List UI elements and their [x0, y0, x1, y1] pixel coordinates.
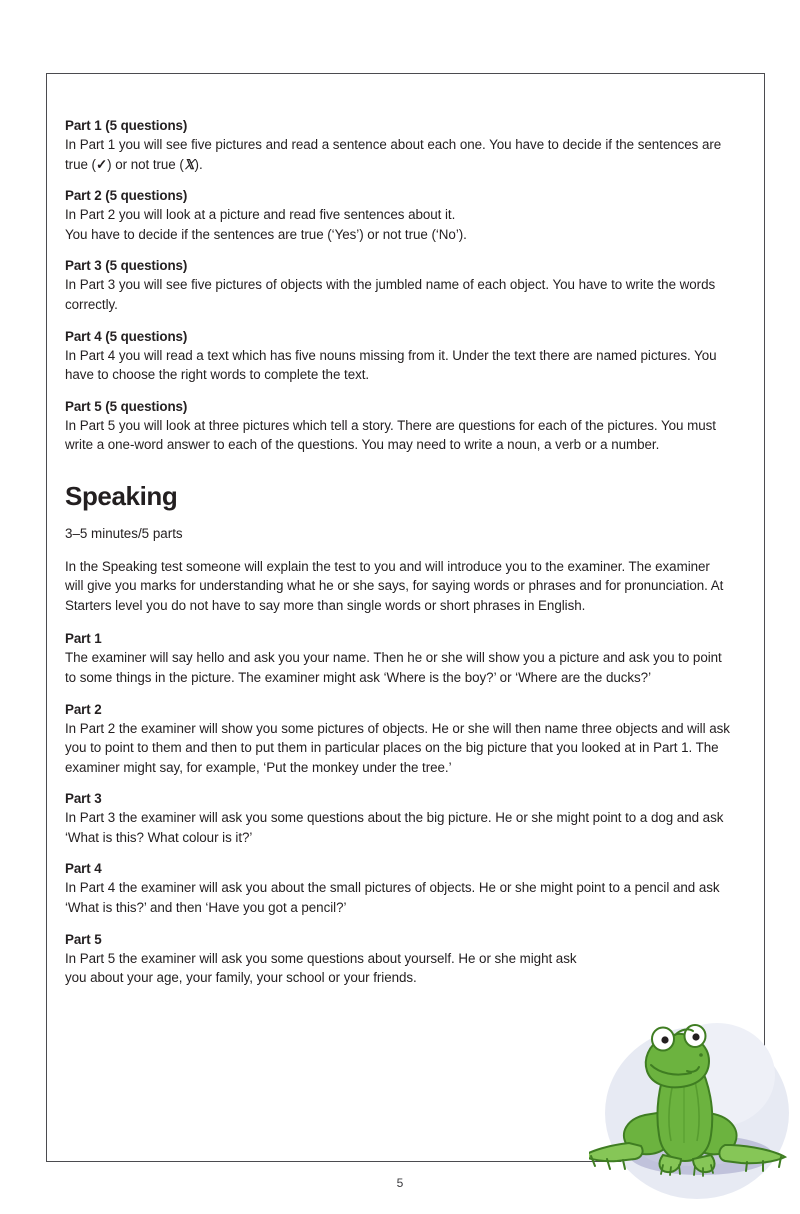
part-body: In Part 3 the examiner will ask you some questions about the big picture. He or she might point to a dog and ask ‘What is this? What colour is it?’ — [65, 810, 724, 845]
speaking-section-title: Speaking — [65, 480, 178, 511]
page-number: 5 — [396, 1176, 404, 1190]
speaking-intro: In the Speaking test someone will explain the test to you and will introduce you to the examiner. The examiner will give you marks for understanding what he or she says, for saying words or phrases and for pronunciation. At Starters level you do not have to say more than single words or short phrases in English. — [65, 558, 724, 613]
part-body: In Part 2 the examiner will show you some pictures of objects. He or she will then name three objects and will ask you to point to them and then to put them in particular places on the big picture that you looked at in Part 1. The examiner might say, for example, ‘Put the monkey under the tree.’ — [65, 720, 730, 775]
part-heading: Part 4 — [65, 861, 102, 877]
speaking-part-block — [65, 631, 731, 687]
page-content — [65, 118, 731, 1002]
speaking-part-block — [65, 702, 731, 778]
part-heading: Part 2 — [65, 701, 102, 717]
speaking-part-block — [65, 861, 731, 917]
speaking-part-block — [65, 932, 731, 988]
part-body: In Part 3 you will see five pictures of objects with the jumbled name of each object. You have to write the words correctly. — [65, 277, 716, 312]
cross-icon: 𝕏 — [183, 156, 195, 172]
part-body: In Part 4 you will read a text which has five nouns missing from it. Under the text there are named pictures. You have to choose the right words to complete the text. — [65, 347, 717, 383]
part-body: In Part 5 you will look at three pictures which tell a story. There are questions for each of the pictures. You must write a one-word answer to each of the questions. You may need to write a noun, a verb or a number. — [65, 417, 716, 453]
reading-part-block — [65, 258, 731, 314]
page-sheet — [46, 73, 765, 1162]
reading-part-block — [65, 329, 731, 385]
part-heading: Part 2 (5 questions) — [65, 188, 188, 204]
part-heading: Part 4 (5 questions) — [65, 328, 188, 344]
part-body: In Part 2 you will look at a picture and read five sentences about it. You have to decide if the sentences are true (‘Yes’) or not true (‘No’). — [65, 207, 467, 242]
speaking-part-block — [65, 791, 731, 847]
part-body: In Part 4 the examiner will ask you about the small pictures of objects. He or she might point to a pencil and ask ‘What is this?’ and then ‘Have you got a pencil?’ — [65, 880, 720, 916]
reading-part-block — [65, 188, 731, 244]
part-heading: Part 5 (5 questions) — [65, 398, 188, 414]
speaking-timing: 3–5 minutes/5 parts — [65, 525, 183, 541]
reading-part-block — [65, 118, 731, 174]
part-body: In Part 5 the examiner will ask you some questions about yourself. He or she might ask you about your age, your family, your school or your friends. — [65, 950, 577, 986]
part-heading: Part 3 — [65, 791, 102, 807]
reading-part-block — [65, 399, 731, 455]
part-heading: Part 1 (5 questions) — [65, 118, 188, 133]
part-body: The examiner will say hello and ask you your name. Then he or she will show you a picture and ask you to point to some things in the picture. The examiner might ask ‘Where is the boy?’ or ‘Where are the ducks?’ — [65, 650, 722, 685]
tick-icon: ✓ — [95, 156, 108, 172]
part-heading: Part 1 — [65, 631, 102, 647]
part-heading: Part 3 (5 questions) — [65, 258, 188, 274]
part-body: In Part 1 you will see five pictures and read a sentence about each one. You have to decide if the sentences are true (✓) or not true (𝕏). — [65, 137, 722, 172]
part-heading: Part 5 — [65, 931, 102, 947]
